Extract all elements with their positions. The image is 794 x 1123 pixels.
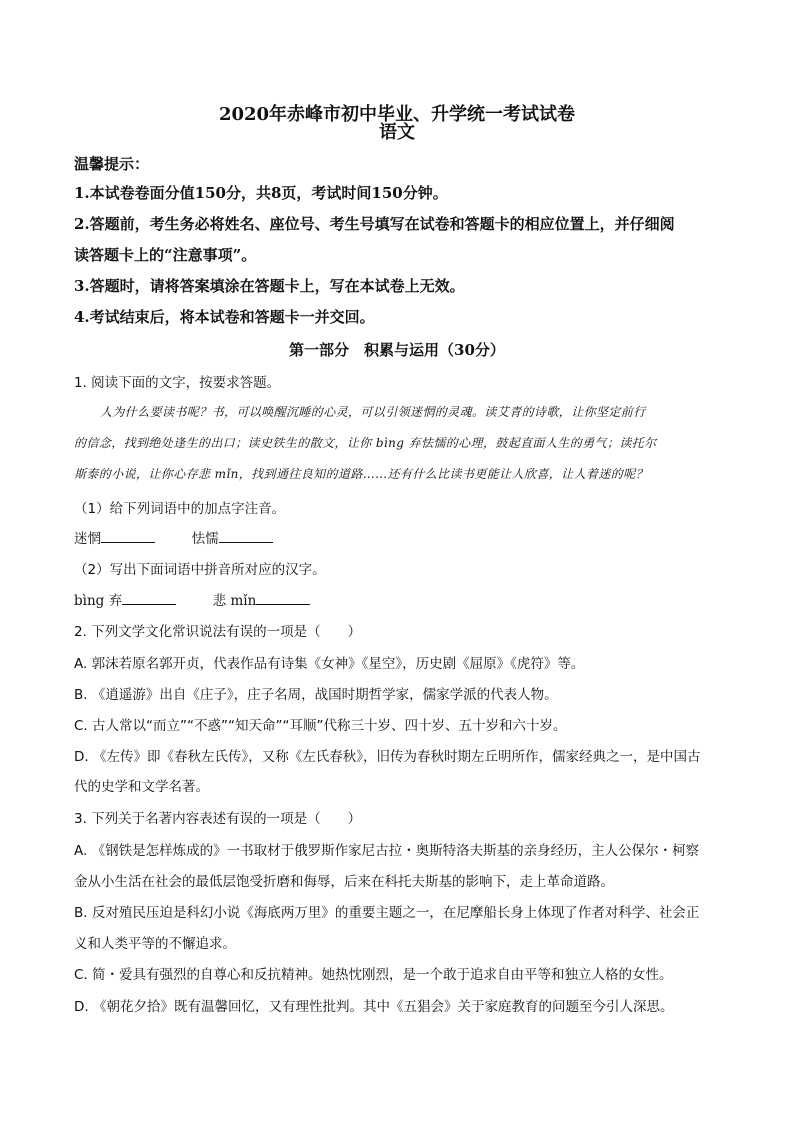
q2-option-c: C. 古人常以“而立”“不惑”“知天命”“耳顺”代称三十岁、四十岁、五十岁和六十岁。 [74, 718, 567, 734]
tip-item-1: 1.本试卷卷面分值150分，共8页，考试时间150分钟。 [74, 184, 448, 202]
q1-sub2: （2）写出下面词语中拼音所对应的汉字。 [74, 562, 326, 578]
q2-option-b: B. 《逍遥游》出自《庄子》，庄子名周，战国时期哲学家，儒家学派的代表人物。 [74, 687, 558, 703]
tip-item-2-cont: 读答题卡上的“注意事项”。 [74, 246, 257, 264]
q1-passage-line-2: 的信念，找到绝处逢生的出口；读史铁生的散文，让你 bìng 弃怯懦的心理，鼓起直面人生的勇气；读托尔 [74, 436, 657, 450]
word-qie-nuo: 怯懦 [191, 531, 219, 547]
answer-blank-4[interactable] [256, 591, 310, 605]
tip-item-4: 4.考试结束后，将本试卷和答题卡一并交回。 [74, 308, 375, 326]
tip-item-3: 3.答题时，请将答案填涂在答题卡上，写在本试卷上无效。 [74, 277, 465, 295]
q3-option-c: C. 简・爱具有强烈的自尊心和反抗精神。她热忱刚烈，是一个敢于追求自由平等和独立人格的女性。 [74, 967, 673, 983]
answer-blank-3[interactable] [122, 591, 176, 605]
answer-blank-2[interactable] [219, 529, 273, 543]
q1-stem: 1. 阅读下面的文字，按要求答题。 [74, 375, 281, 391]
q2-option-a: A. 郭沫若原名郭开贞，代表作品有诗集《女神》《星空》，历史剧《屈原》《虎符》等。 [74, 656, 585, 672]
section-one-title: 第一部分 积累与运用（30分） [289, 341, 505, 359]
subject-label: 语文 [379, 122, 415, 143]
tips-heading: 温馨提示： [74, 155, 150, 173]
q1-passage-line-3: 斯泰的小说，让你心存悲 mǐn，找到通往良知的道路……还有什么比读书更能让人欣喜，让人着迷的呢？ [74, 467, 648, 481]
word-bei-min: 悲 mǐn [212, 593, 257, 609]
q3-option-a-cont: 金从小生活在社会的最低层饱受折磨和侮辱，后来在科托夫斯基的影响下，走上革命道路。 [74, 874, 614, 890]
q3-option-a: A. 《钢铁是怎样炼成的》一书取材于俄罗斯作家尼古拉・奥斯特洛夫斯基的亲身经历，主人公保尔・柯察 [74, 843, 700, 859]
q1-sub1-answers [74, 527, 273, 547]
q1-passage-line-1: 人为什么要读书呢？书，可以唤醒沉睡的心灵，可以引领迷惘的灵魂。读艾青的诗歌，让你坚定前行 [100, 405, 646, 419]
q3-option-b: B. 反对殖民压迫是科幻小说《海底两万里》的重要主题之一，在尼摩船长身上体现了作者对科学、社会正 [74, 905, 700, 921]
q1-sub1: （1）给下列词语中的加点字注音。 [74, 501, 286, 517]
q2-stem: 2. 下列文学文化常识说法有误的一项是（ ） [74, 624, 362, 640]
q2-option-d: D. 《左传》即《春秋左氏传》，又称《左氏春秋》，旧传为春秋时期左丘明所作，儒家经典之一，是中国古 [74, 749, 701, 765]
q3-option-d: D. 《朝花夕拾》既有温馨回忆，又有理性批判。其中《五猖会》关于家庭教育的问题至今引人深思。 [74, 999, 674, 1015]
q2-option-d-cont: 代的史学和文学名著。 [74, 779, 209, 795]
q3-stem: 3. 下列关于名著内容表述有误的一项是（ ） [74, 811, 362, 827]
exam-subject [0, 114, 794, 143]
exam-title: 2020年赤峰市初中毕业、升学统一考试试卷 [218, 104, 576, 125]
tip-item-2: 2.答题前，考生务必将姓名、座位号、考生号填写在试卷和答题卡的相应位置上，并仔细阅 [74, 215, 675, 233]
word-bing-qi: bìng 弃 [74, 593, 123, 609]
q3-option-b-cont: 义和人类平等的不懈追求。 [74, 936, 236, 952]
word-mi-wang: 迷惘 [74, 531, 101, 547]
q1-sub2-answers [74, 589, 310, 609]
answer-blank-1[interactable] [101, 529, 155, 543]
